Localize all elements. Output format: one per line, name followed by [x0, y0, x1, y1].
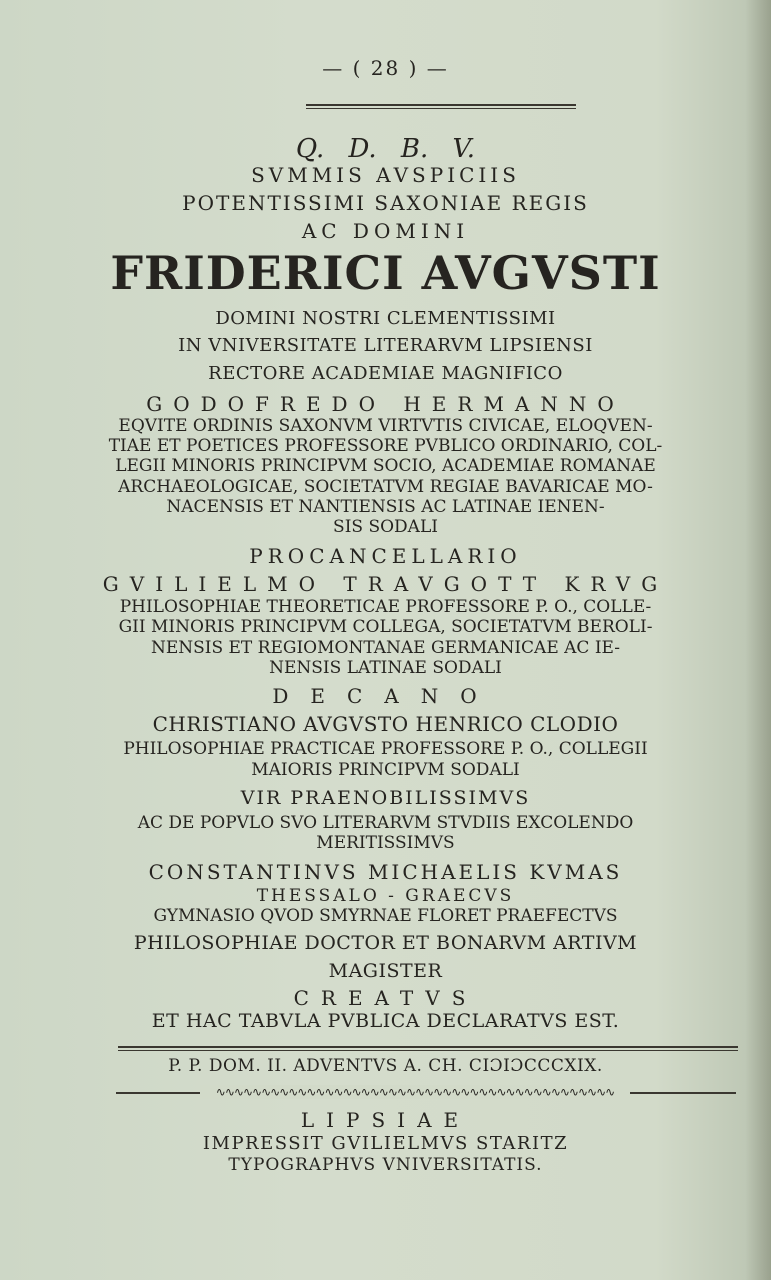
procancellarius-line: PHILOSOPHIAE THEORETICAE PROFESSORE P. O., COLLE-	[119, 597, 652, 617]
heading-line-1: SVMMIS AVSPICIIS	[251, 163, 520, 187]
king-name: FRIDERICI AVGVSTI	[110, 246, 661, 300]
procancellarius-line: NENSIS ET REGIOMONTANAE GERMANICAE AC IE-	[150, 638, 621, 658]
candidate-creatus: CREATVS	[293, 986, 478, 1010]
ornament-wave-icon: ∿∿∿∿∿∿∿∿∿∿∿∿∿∿∿∿∿∿∿∿∿∿∿∿∿∿∿∿∿∿∿∿∿∿∿∿∿∿∿∿∿∿∿∿	[200, 1085, 630, 1099]
qdbv-invocation: Q. D. B. V.	[295, 134, 476, 164]
candidate-declaratus: ET HAC TABVLA PVBLICA DECLARATVS EST.	[151, 1010, 620, 1032]
heading-line-4: DOMINI NOSTRI CLEMENTISSIMI	[215, 308, 556, 329]
rector-line: LEGII MINORIS PRINCIPVM SOCIO, ACADEMIAE ROMANAE	[115, 456, 656, 476]
candidate-intro-3: MERITISSIMVS	[316, 833, 455, 853]
candidate-intro-1: VIR PRAENOBILISSIMVS	[240, 787, 531, 809]
decanus-line: MAIORIS PRINCIPVM SODALI	[251, 760, 520, 780]
decanus-name: CHRISTIANO AVGVSTO HENRICO CLODIO	[152, 712, 619, 736]
candidate-degree: PHILOSOPHIAE DOCTOR ET BONARVM ARTIVM	[133, 932, 638, 954]
heading-line-6: RECTORE ACADEMIAE MAGNIFICO	[208, 363, 563, 384]
decanus-title: DECANO	[272, 684, 499, 708]
candidate-intro-2: AC DE POPVLO SVO LITERARVM STVDIIS EXCOLENDO	[137, 813, 634, 833]
decanus-line: PHILOSOPHIAE PRACTICAE PROFESSORE P. O., COLLEGII	[123, 739, 648, 759]
procancellarius-name: GVILIELMO TRAVGOTT KRVG	[102, 572, 669, 596]
candidate-origin: THESSALO - GRAECVS	[256, 886, 515, 906]
procancellarius-title: PROCANCELLARIO	[249, 544, 522, 568]
procancellarius-line: NENSIS LATINAE SODALI	[269, 658, 502, 678]
rector-line: EQVITE ORDINIS SAXONVM VIRTVTIS CIVICAE, ELOQVEN-	[118, 416, 653, 436]
rector-line: TIAE ET POETICES PROFESSORE PVBLICO ORDINARIO, COL-	[108, 436, 663, 456]
date-line: P. P. DOM. II. ADVENTVS A. CH. CIƆIƆCCCXIX.	[168, 1056, 603, 1076]
date-rule	[118, 1046, 738, 1048]
top-rule-thin	[306, 108, 576, 109]
candidate-magister: MAGISTER	[328, 960, 443, 982]
procancellarius-line: GII MINORIS PRINCIPVM COLLEGA, SOCIETATVM BEROLI-	[118, 617, 653, 637]
page-number: — ( 28 ) —	[322, 56, 449, 80]
candidate-name: CONSTANTINVS MICHAELIS KVMAS	[148, 860, 623, 884]
imprint-city: LIPSIAE	[300, 1108, 471, 1132]
date-rule-thin	[118, 1050, 738, 1051]
rector-line: ARCHAEOLOGICAE, SOCIETATVM REGIAE BAVARICAE MO-	[118, 477, 653, 497]
heading-line-2: POTENTISSIMI SAXONIAE REGIS	[182, 191, 589, 215]
rector-line: NACENSIS ET NANTIENSIS AC LATINAE IENEN-	[166, 497, 605, 517]
candidate-office: GYMNASIO QVOD SMYRNAE FLORET PRAEFECTVS	[153, 906, 618, 926]
rector-name: GODOFREDO HERMANNO	[146, 392, 625, 416]
top-rule	[306, 104, 576, 106]
rector-line: SIS SODALI	[333, 517, 438, 537]
heading-line-3: AC DOMINI	[301, 219, 470, 243]
imprint-printer: IMPRESSIT GVILIELMVS STARITZ	[202, 1133, 569, 1154]
imprint-role: TYPOGRAPHVS VNIVERSITATIS.	[228, 1155, 543, 1175]
heading-line-5: IN VNIVERSITATE LITERARVM LIPSIENSI	[178, 335, 593, 356]
